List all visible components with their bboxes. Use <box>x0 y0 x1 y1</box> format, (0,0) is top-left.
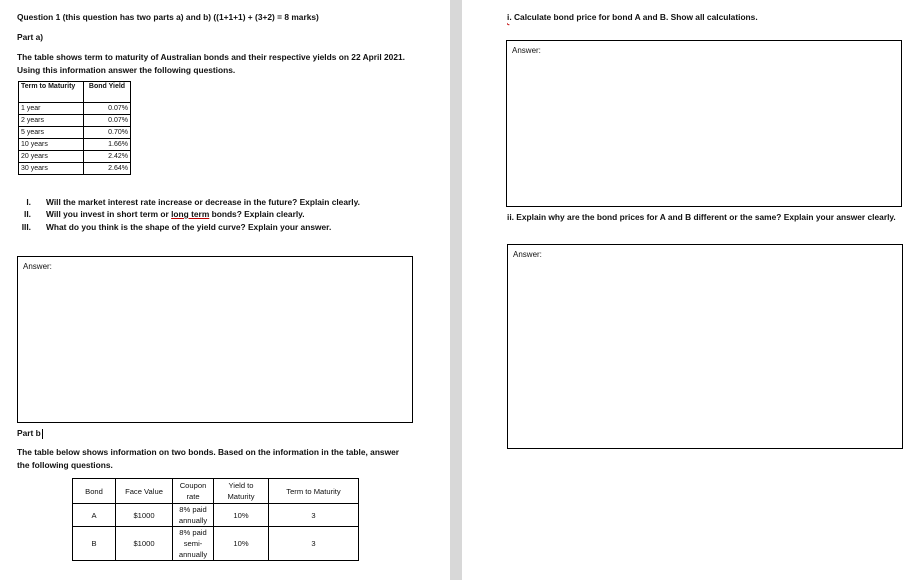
term-cell: 1 year <box>19 103 84 115</box>
question-text: Will the market interest rate increase or decrease in the future? Explain clearly. <box>46 197 360 207</box>
question-text: What do you think is the shape of the yield curve? Explain your answer. <box>46 222 332 232</box>
header-bond: Bond <box>73 479 116 504</box>
yield-cell: 2.42% <box>84 151 131 163</box>
part-b-label: Part b <box>17 428 41 438</box>
coupon-cell: 8% paid annually <box>173 504 214 527</box>
question-header: Question 1 (this question has two parts a) and b) ((1+1+1) + (3+2) = 8 marks) <box>17 12 319 22</box>
yield-cell: 1.66% <box>84 139 131 151</box>
answer-box-part-a[interactable] <box>17 256 413 423</box>
table-row <box>19 115 131 127</box>
question-number: III. <box>21 222 31 232</box>
face-value-cell: $1000 <box>116 504 173 527</box>
question-number: I. <box>26 197 31 207</box>
bond-cell: A <box>73 504 116 527</box>
page-gutter <box>450 0 462 580</box>
question-text: Will you invest in short term or long term bonds? Explain clearly. <box>46 209 305 219</box>
part-b-intro-line-2: the following questions. <box>17 460 113 470</box>
header-ytm: Yield to Maturity <box>214 479 269 504</box>
term-cell: 2 years <box>19 115 84 127</box>
answer-label: Answer: <box>23 262 52 271</box>
answer-label: Answer: <box>513 250 542 259</box>
answer-box-question-i[interactable] <box>506 40 902 207</box>
answer-label: Answer: <box>512 46 541 55</box>
header-yield: Bond Yield <box>84 82 131 103</box>
part-b-intro-line-1: The table below shows information on two bonds. Based on the information in the table, answer <box>17 447 400 457</box>
table-row <box>19 163 131 175</box>
bond-cell: B <box>73 527 116 561</box>
header-term: Term to Maturity <box>269 479 359 504</box>
yield-cell: 0.07% <box>84 115 131 127</box>
yield-cell: 2.64% <box>84 163 131 175</box>
question-number: II. <box>24 209 31 219</box>
header-term: Term to Maturity <box>19 82 84 103</box>
term-cell: 10 years <box>19 139 84 151</box>
bond-table <box>72 478 359 561</box>
term-cell: 20 years <box>19 151 84 163</box>
intro-line-1: The table shows term to maturity of Australian bonds and their respective yields on 22 April 2021. <box>17 52 405 62</box>
yield-cell: 0.70% <box>84 127 131 139</box>
table-row <box>19 127 131 139</box>
table-row <box>73 527 359 561</box>
bond-table-header-row <box>73 479 359 504</box>
yield-table-header-row <box>19 82 131 103</box>
yield-table <box>18 81 131 175</box>
table-row <box>73 504 359 527</box>
term-cell: 5 years <box>19 127 84 139</box>
yield-cell: 0.07% <box>84 103 131 115</box>
question-i: i. Calculate bond price for bond A and B. Show all calculations. <box>507 12 758 22</box>
ytm-cell: 10% <box>214 527 269 561</box>
intro-line-2: Using this information answer the following questions. <box>17 65 236 75</box>
question-ii: ii. Explain why are the bond prices for A and B different or the same? Explain your answer clearly. <box>507 212 896 222</box>
table-row <box>19 103 131 115</box>
part-a-label: Part a) <box>17 32 44 42</box>
term-cell: 30 years <box>19 163 84 175</box>
coupon-cell: 8% paid semi-annually <box>173 527 214 561</box>
spellcheck-mark: long term <box>171 209 210 219</box>
text-cursor <box>42 429 43 439</box>
header-coupon-rate: Coupon rate <box>173 479 214 504</box>
table-row <box>19 151 131 163</box>
left-page <box>0 0 450 580</box>
term-cell: 3 <box>269 504 359 527</box>
header-face-value: Face Value <box>116 479 173 504</box>
spellcheck-mark: i <box>507 12 510 22</box>
face-value-cell: $1000 <box>116 527 173 561</box>
term-cell: 3 <box>269 527 359 561</box>
answer-box-question-ii[interactable] <box>507 244 903 449</box>
table-row <box>19 139 131 151</box>
ytm-cell: 10% <box>214 504 269 527</box>
right-page <box>462 0 908 580</box>
